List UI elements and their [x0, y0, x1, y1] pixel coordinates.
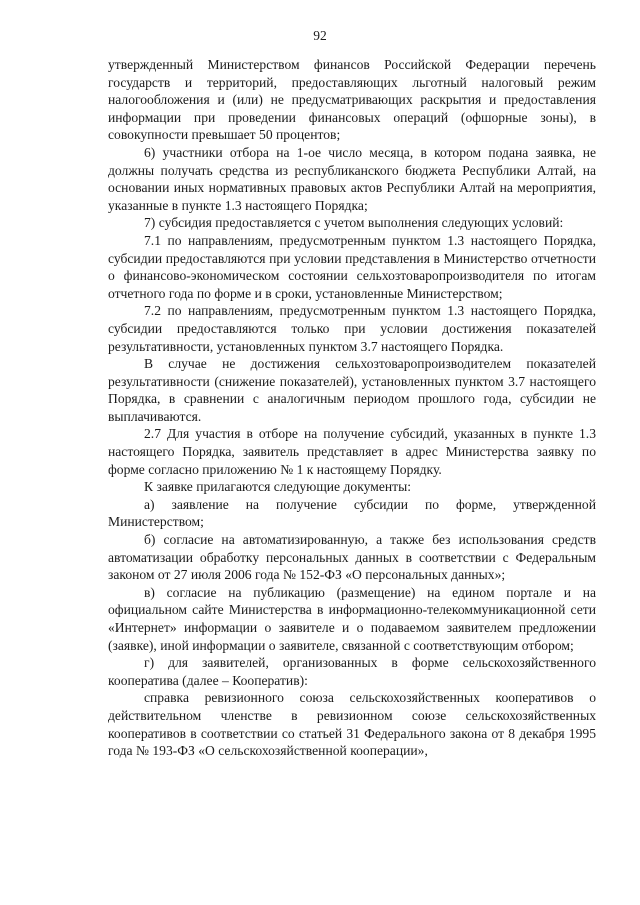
paragraph-section-2-7: 2.7 Для участия в отборе на получение субсидий, указанных в пункте 1.3 настоящего Порядка, заявитель представляет в адрес Министерства заявку по форме согласно приложению № 1 к настоящему Порядку. — [108, 426, 596, 477]
paragraph-audit-union-certificate: справка ревизионного союза сельскохозяйственных кооперативов о действительном членстве в ревизионном союзе сельскохозяйственных кооперативов в соответствии со статьей 31 Федерального закона от 8 декабря 1995 года № 193-ФЗ «О сельскохозяйственной кооперации», — [108, 690, 596, 759]
list-item-g: г) для заявителей, организованных в форме сельскохозяйственного кооператива (далее – Кооператив): — [108, 655, 596, 688]
list-item-a: а) заявление на получение субсидии по форме, утвержденной Министерством; — [108, 496, 596, 530]
document-body — [108, 56, 596, 760]
list-item-b: б) согласие на автоматизированную, а также без использования средств автоматизации обработку персональных данных в соответствии с Федеральным законом от 27 июля 2006 года № 152-ФЗ «О персональных данных»; — [108, 532, 596, 583]
paragraph-offshore-list: утвержденный Министерством финансов Российской Федерации перечень государств и территорий, предоставляющих льготный налоговый режим налогообложения и (или) не предусматривающих раскрытия и предоставления информации при проведении финансовых операций (офшорные зоны), в совокупности превышает 50 процентов; — [108, 57, 596, 143]
paragraph-condition-7: 7) субсидия предоставляется с учетом выполнения следующих условий: — [144, 215, 564, 231]
paragraph-condition-6: 6) участники отбора на 1-ое число месяца, в котором подана заявка, не должны получать средства из республиканского бюджета Республики Алтай, на основании иных нормативных правовых актов Республики Алтай на мероприятия, указанные в пункте 1.3 настоящего Порядка; — [108, 144, 596, 213]
paragraph-condition-7-1: 7.1 по направлениям, предусмотренным пунктом 1.3 настоящего Порядка, субсидии предоставляются при условии представления в Министерство отчетности о финансово-экономическом состоянии сельхозтоваропроизводителя по итогам отчетного года по форме и в сроки, установленные Министерством; — [108, 232, 596, 301]
paragraph-condition-7-2: 7.2 по направлениям, предусмотренным пунктом 1.3 настоящего Порядка, субсидии предоставляются только при условии достижения показателей результативности, установленных пунктом 3.7 настоящего Порядка. — [108, 303, 596, 354]
list-item-v: в) согласие на публикацию (размещение) на едином портале и на официальном сайте Министерства в информационно-телекоммуникационной сети «Интернет» информации о заявителе и о подаваемом заявителем предложении (заявке), иной информации о заявителе, связанной с соответствующим отбором; — [108, 584, 596, 653]
paragraph-non-achievement: В случае не достижения сельхозтоваропроизводителем показателей результативности (снижение показателей), установленных пунктом 3.7 настоящего Порядка, в сравнении с аналогичным периодом прошлого года, субсидии не выплачиваются. — [108, 356, 596, 424]
paragraph-attached-documents: К заявке прилагаются следующие документы: — [144, 479, 411, 495]
page-number: 92 — [313, 28, 327, 43]
